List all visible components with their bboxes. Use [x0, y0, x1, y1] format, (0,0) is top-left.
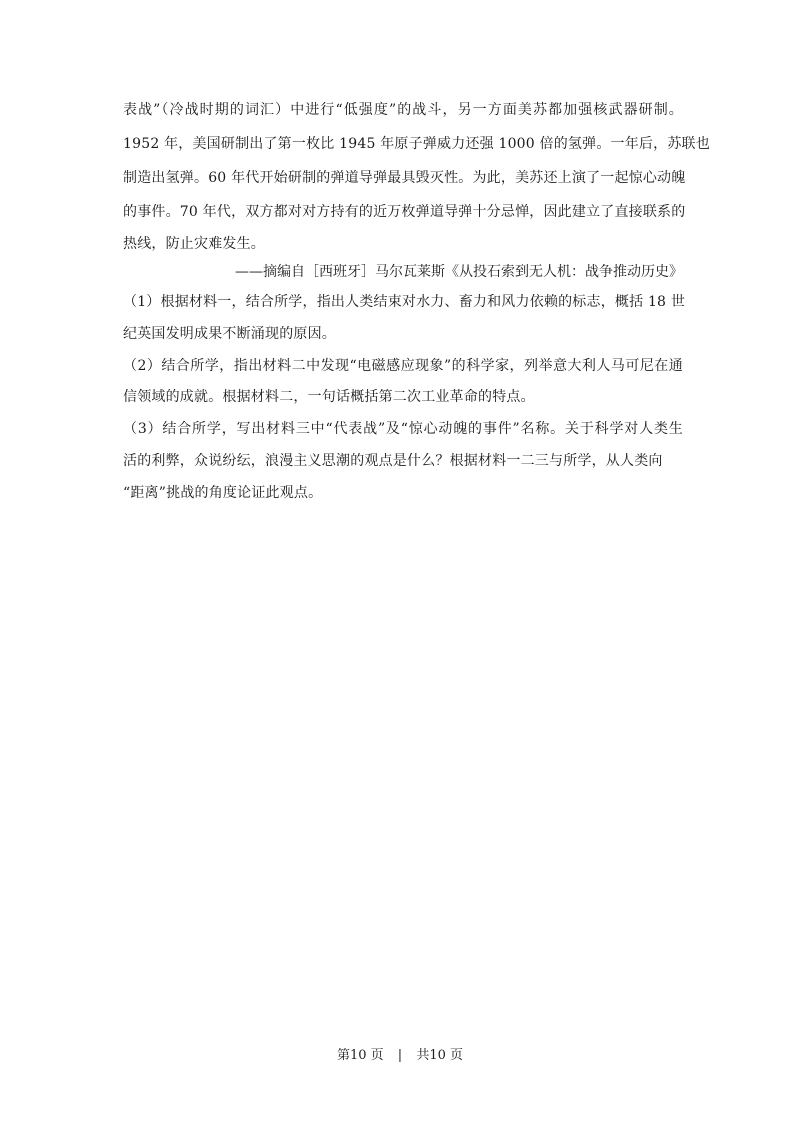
page-number: 第10 页 — [336, 1048, 384, 1063]
question-1-line-1: （1）根据材料一，结合所学，指出人类结束对水力、畜力和风力依赖的标志，概括 18 世 — [123, 294, 686, 310]
footer-separator: | — [397, 1048, 403, 1063]
question-3-line-1: （3）结合所学，写出材料三中“代表战”及“惊心动魄的事件”名称。关于科学对人类生 — [123, 421, 683, 437]
material-line-2: 1952 年，美国研制出了第一枚比 1945 年原子弹威力还强 1000 倍的氢弹。一年后，苏联也 — [123, 136, 710, 152]
material-line-4: 的事件。70 年代，双方都对对方持有的近万枚弹道导弹十分忌惮，因此建立了直接联系的 — [123, 204, 686, 220]
page-footer — [0, 1047, 800, 1065]
question-2-line-2: 信领域的成就。根据材料二，一句话概括第二次工业革命的特点。 — [123, 389, 535, 405]
material-line-5: 热线，防止灾难发生。 — [123, 236, 265, 252]
question-1-line-2: 纪英国发明成果不断涌现的原因。 — [123, 326, 336, 342]
total-pages: 共10 页 — [416, 1048, 464, 1063]
question-2-line-1: （2）结合所学，指出材料二中发现“电磁感应现象”的科学家，列举意大利人马可尼在通 — [123, 358, 683, 374]
material-line-1: 表战”（冷战时期的词汇）中进行“低强度”的战斗，另一方面美苏都加强核武器研制。 — [123, 102, 683, 118]
material-source: ——摘编自［西班牙］马尔瓦莱斯《从投石索到无人机：战争推动历史》 — [235, 264, 683, 280]
material-line-3: 制造出氢弹。60 年代开始研制的弹道导弹最具毁灭性。为此，美苏还上演了一起惊心动魄 — [123, 170, 686, 186]
question-3-line-2: 活的利弊，众说纷纭，浪漫主义思潮的观点是什么？根据材料一二三与所学，从人类向 — [123, 453, 663, 469]
question-3-line-3: “距离”挑战的角度论证此观点。 — [123, 485, 323, 501]
